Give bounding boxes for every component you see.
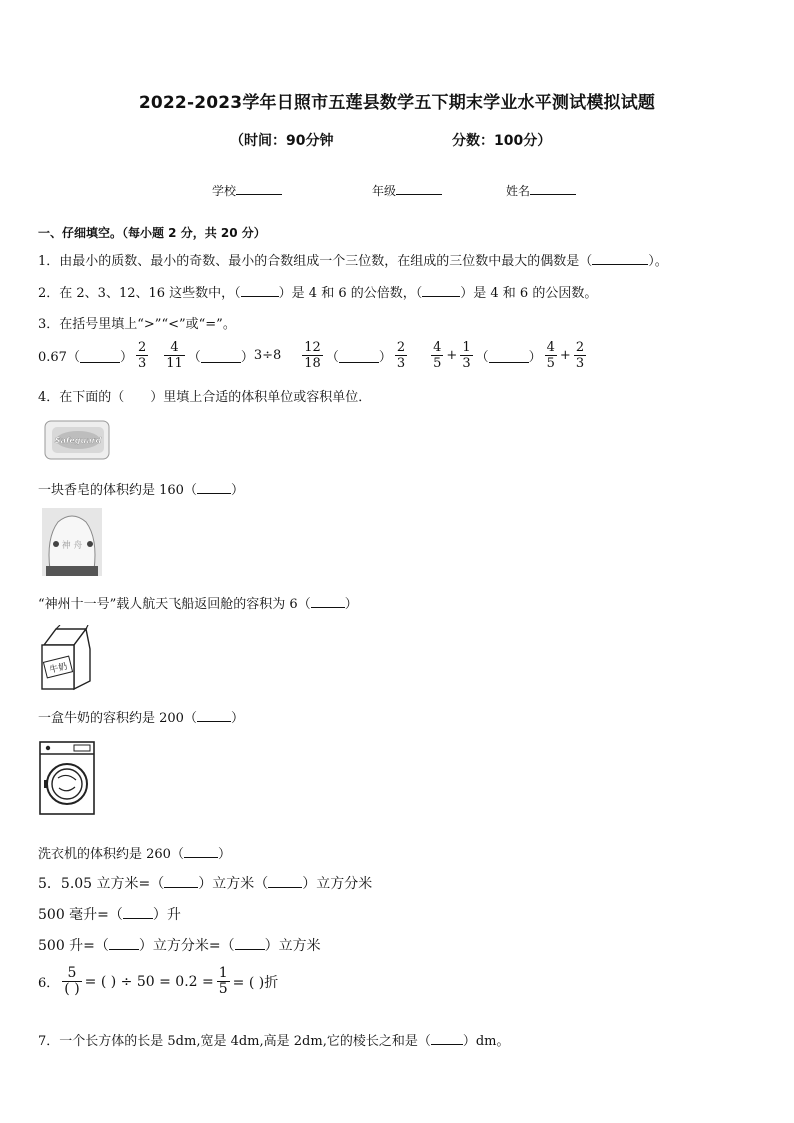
grade-field (372, 182, 442, 199)
q7-text: 7．一个长方体的长是 5dm,宽是 4dm,高是 2dm,它的棱长之和是（ (38, 1034, 431, 1049)
question-5-line-1 (38, 873, 372, 893)
milk-text: 一盒牛奶的容积约是 200（ (38, 711, 197, 726)
capsule-close: ） (344, 597, 358, 612)
q5-blank-4[interactable] (109, 936, 139, 950)
question-3-items (38, 340, 589, 371)
q5-l2-a: 500 毫升=（ (38, 907, 123, 923)
q5-blank-3[interactable] (123, 905, 153, 919)
capsule-label: 神 舟 (61, 541, 83, 551)
soap-image (44, 415, 112, 465)
q2-text-a: 2．在 2、3、12、16 这些数中，（ (38, 286, 241, 301)
milk-carton-image (38, 625, 94, 691)
fraction-4-5: $\frac{4}{5}$ (433, 340, 442, 371)
question-4-capsule (38, 593, 358, 612)
question-2 (38, 282, 597, 301)
q3-close-4: ） (528, 350, 542, 365)
q2-text-b: ）是 4 和 6 的公倍数，（ (278, 286, 423, 301)
q6-end: = ( )折 (232, 974, 279, 991)
washer-text: 洗衣机的体积约是 260（ (38, 847, 184, 862)
name-field (506, 182, 576, 199)
school-blank[interactable] (236, 182, 282, 195)
page-title: 2022-2023学年日照市五莲县数学五下期末学业水平测试模拟试题 (138, 93, 656, 113)
q3-open-4: （ (475, 350, 489, 365)
capsule-blank[interactable] (311, 594, 345, 608)
milk-close: ） (230, 711, 244, 726)
soap-close: ） (230, 483, 244, 498)
fraction-4-5-b: $\frac{4}{5}$ (546, 340, 555, 371)
q3-blank-2[interactable] (201, 349, 241, 363)
q6-middle: = ( ) ÷ 50 = 0.2 = (84, 973, 214, 990)
grade-label: 年级 (372, 184, 397, 198)
q6-fraction-2: $\frac{1}{5}$ (218, 965, 228, 997)
q3-item-1-right: ） (119, 350, 133, 365)
q5-l1-c: ）立方分米 (302, 876, 373, 892)
soap-blank[interactable] (197, 480, 231, 494)
soap-text: 一块香皂的体积约是 160（ (38, 483, 197, 498)
q5-l3-a: 500 升=（ (38, 938, 109, 954)
q3-item-1-left: 0.67（ (38, 350, 80, 365)
washing-machine-image (38, 740, 96, 816)
question-4-milk (38, 707, 244, 726)
q5-l2-b: ）升 (152, 907, 181, 923)
question-4-washer (38, 843, 231, 862)
grade-blank[interactable] (396, 182, 442, 195)
q3-open-3: （ (325, 350, 339, 365)
fraction-4-11: $\frac{4}{11}$ (166, 340, 183, 371)
q3-open-2: （ (187, 350, 201, 365)
q6-number: 6． (38, 976, 60, 991)
question-4-stem: 4．在下面的（ ）里填上合适的体积单位或容积单位． (38, 390, 372, 405)
fraction-1-3: $\frac{1}{3}$ (462, 340, 471, 371)
soap-label: Safeguard (54, 436, 102, 445)
capsule-text: “神州十一号”载人航天飞船返回舱的容积为 6（ (38, 597, 311, 612)
plus-sign: + (446, 348, 458, 363)
school-label: 学校 (212, 184, 237, 198)
question-3-stem: 3．在括号里填上“>”“<”或“=”。 (38, 317, 236, 332)
q5-l1-a: 5．5.05 立方米=（ (38, 876, 165, 892)
q5-l1-b: ）立方米（ (198, 876, 269, 892)
q1-text-end: ）。 (648, 254, 668, 269)
q3-close-2: ） (240, 350, 254, 365)
q3-close-3: ） (378, 350, 392, 365)
q3-blank-1[interactable] (80, 349, 120, 363)
q6-fraction-1: $\frac{5}{( )}$ (64, 965, 80, 997)
q5-blank-1[interactable] (164, 874, 198, 888)
capsule-image (42, 508, 102, 576)
fraction-2-3: $\frac{2}{3}$ (137, 340, 147, 371)
question-1 (38, 250, 668, 269)
q3-item-3-8: 3÷8 (253, 348, 282, 363)
milk-blank[interactable] (197, 708, 231, 722)
fraction-2-3-c: $\frac{2}{3}$ (575, 340, 585, 371)
washer-blank[interactable] (184, 844, 218, 858)
fraction-2-3-b: $\frac{2}{3}$ (396, 340, 406, 371)
washer-close: ） (217, 847, 231, 862)
plus-sign-2: + (559, 348, 571, 363)
milk-label: 牛奶 (48, 661, 69, 676)
section-heading: 一、仔细填空。（每小题 2 分，共 20 分） (38, 226, 266, 240)
question-5-line-3 (38, 935, 321, 955)
q5-blank-5[interactable] (235, 936, 265, 950)
name-label: 姓名 (506, 184, 531, 198)
q5-blank-2[interactable] (268, 874, 302, 888)
q7-blank[interactable] (431, 1031, 463, 1045)
question-7 (38, 1030, 509, 1049)
q2-blank-1[interactable] (241, 283, 279, 297)
q1-text: 1．由最小的质数、最小的奇数、最小的合数组成一个三位数，在组成的三位数中最大的偶数是（ (38, 254, 593, 269)
question-6 (38, 966, 278, 997)
question-4-soap (38, 479, 244, 498)
question-5-line-2 (38, 904, 181, 924)
exam-score: 分数：100分） (452, 133, 552, 149)
q1-blank[interactable] (592, 251, 648, 265)
name-blank[interactable] (530, 182, 576, 195)
fraction-12-18: $\frac{12}{18}$ (304, 340, 321, 371)
q3-blank-3[interactable] (339, 349, 379, 363)
q5-l3-c: ）立方米 (264, 938, 321, 954)
q3-blank-4[interactable] (489, 349, 529, 363)
school-field (212, 182, 282, 199)
q5-l3-b: ）立方分米=（ (138, 938, 235, 954)
q2-blank-2[interactable] (422, 283, 460, 297)
q2-text-c: ）是 4 和 6 的公因数。 (460, 286, 598, 301)
q7-text-end: ）dm。 (462, 1034, 510, 1049)
exam-time: （时间：90分钟 (230, 133, 334, 149)
